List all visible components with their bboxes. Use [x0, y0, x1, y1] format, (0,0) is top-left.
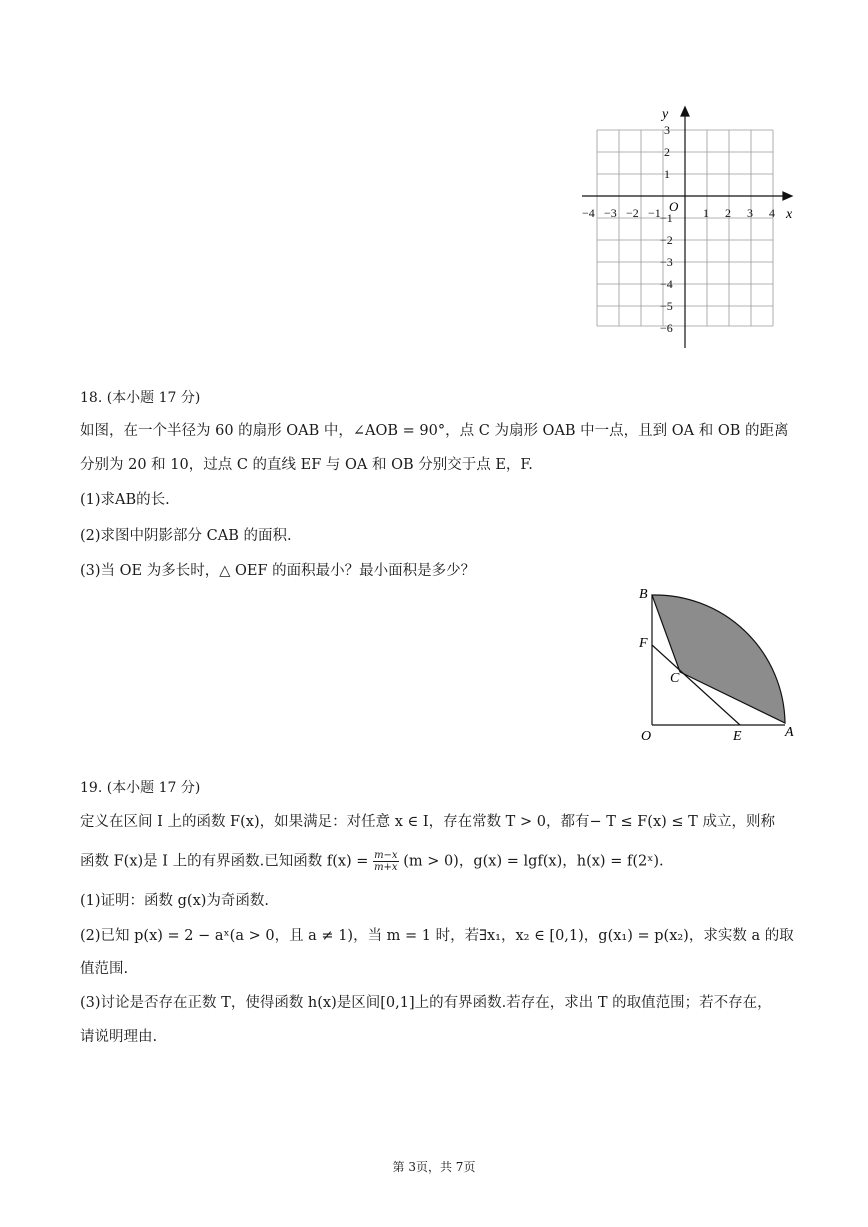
origin-label: O	[669, 199, 679, 214]
x-tick-label: 3	[747, 206, 753, 220]
q18-part3: (3)当 OE 为多长时，△ OEF 的面积最小？最小面积是多少？	[80, 563, 476, 579]
q19-stem-line2-a: 函数 F(x)是 I 上的有界函数.已知函数 f(x) =	[80, 853, 369, 870]
label-c: C	[670, 671, 680, 686]
x-tick-label: 2	[725, 206, 731, 220]
x-axis-label: x	[786, 207, 793, 222]
shaded-region-cab	[652, 595, 785, 723]
q19-stem-line1: 定义在区间 I 上的函数 F(x)，如果满足：对任意 x ∈ I，存在常数 T > 0，都有− T ≤ F(x) ≤ T 成立，则称	[80, 814, 775, 830]
coordinate-grid-figure	[578, 100, 800, 355]
x-tick-label: −4	[582, 206, 595, 220]
sector-figure	[630, 580, 805, 750]
q19-part3-line2: 请说明理由.	[80, 1029, 158, 1045]
fraction-numerator: m−x	[374, 850, 398, 861]
q19-stem-line2-b: (m > 0)，g(x) = lgf(x)，h(x) = f(2ˣ).	[403, 853, 664, 870]
y-tick-label: 1	[664, 167, 670, 181]
y-tick-label: −6	[660, 321, 673, 335]
label-b: B	[639, 587, 648, 602]
y-tick-label: 3	[664, 123, 670, 137]
q19-part1: (1)证明：函数 g(x)为奇函数.	[80, 893, 270, 909]
x-tick-label: −3	[604, 206, 617, 220]
q18-part2: (2)求图中阴影部分 CAB 的面积.	[80, 528, 292, 544]
q18-stem-line2: 分别为 20 和 10，过点 C 的直线 EF 与 OA 和 OB 分别交于点 E，F.	[80, 457, 533, 473]
page-footer: 第 3页，共 7页	[392, 1160, 476, 1174]
q19-part3-line1: (3)讨论是否存在正数 T，使得函数 h(x)是区间[0,1]上的有界函数.若存在，求出 T 的取值范围；若不存在，	[80, 995, 772, 1011]
fraction	[373, 850, 399, 873]
label-o: O	[641, 729, 652, 744]
q19-stem-line2	[80, 850, 664, 873]
y-tick-label: −5	[660, 299, 673, 313]
y-tick-label: −2	[660, 233, 673, 247]
q18-part1: (1)求AB的长.	[80, 492, 170, 508]
q19-part2-line2: 值范围.	[80, 961, 129, 977]
y-tick-label: −1	[660, 211, 673, 225]
q18-stem-line1: 如图，在一个半径为 60 的扇形 OAB 中，∠AOB = 90°，点 C 为扇形 OAB 中一点，且到 OA 和 OB 的距离	[80, 423, 789, 439]
label-a: A	[785, 725, 794, 740]
q19-part2-line1: (2)已知 p(x) = 2 − aˣ(a > 0，且 a ≠ 1)，当 m = 1 时，若∃x₁，x₂ ∈ [0,1)，g(x₁) = p(x₂)，求实数 a 的取	[80, 928, 794, 944]
y-tick-label: −3	[660, 255, 673, 269]
x-tick-label: −1	[648, 206, 661, 220]
q18-header: 18. (本小题 17 分)	[80, 390, 201, 406]
y-tick-label: 2	[664, 145, 670, 159]
x-tick-label: 1	[703, 206, 709, 220]
y-tick-label: −4	[660, 277, 673, 291]
axes	[582, 107, 792, 348]
fraction-denominator: m+x	[374, 862, 398, 873]
q19-header: 19. (本小题 17 分)	[80, 780, 201, 796]
label-f: F	[639, 636, 648, 651]
y-axis-label: y	[662, 107, 669, 122]
x-tick-label: 4	[769, 206, 775, 220]
x-tick-label: −2	[626, 206, 639, 220]
label-e: E	[733, 729, 742, 744]
